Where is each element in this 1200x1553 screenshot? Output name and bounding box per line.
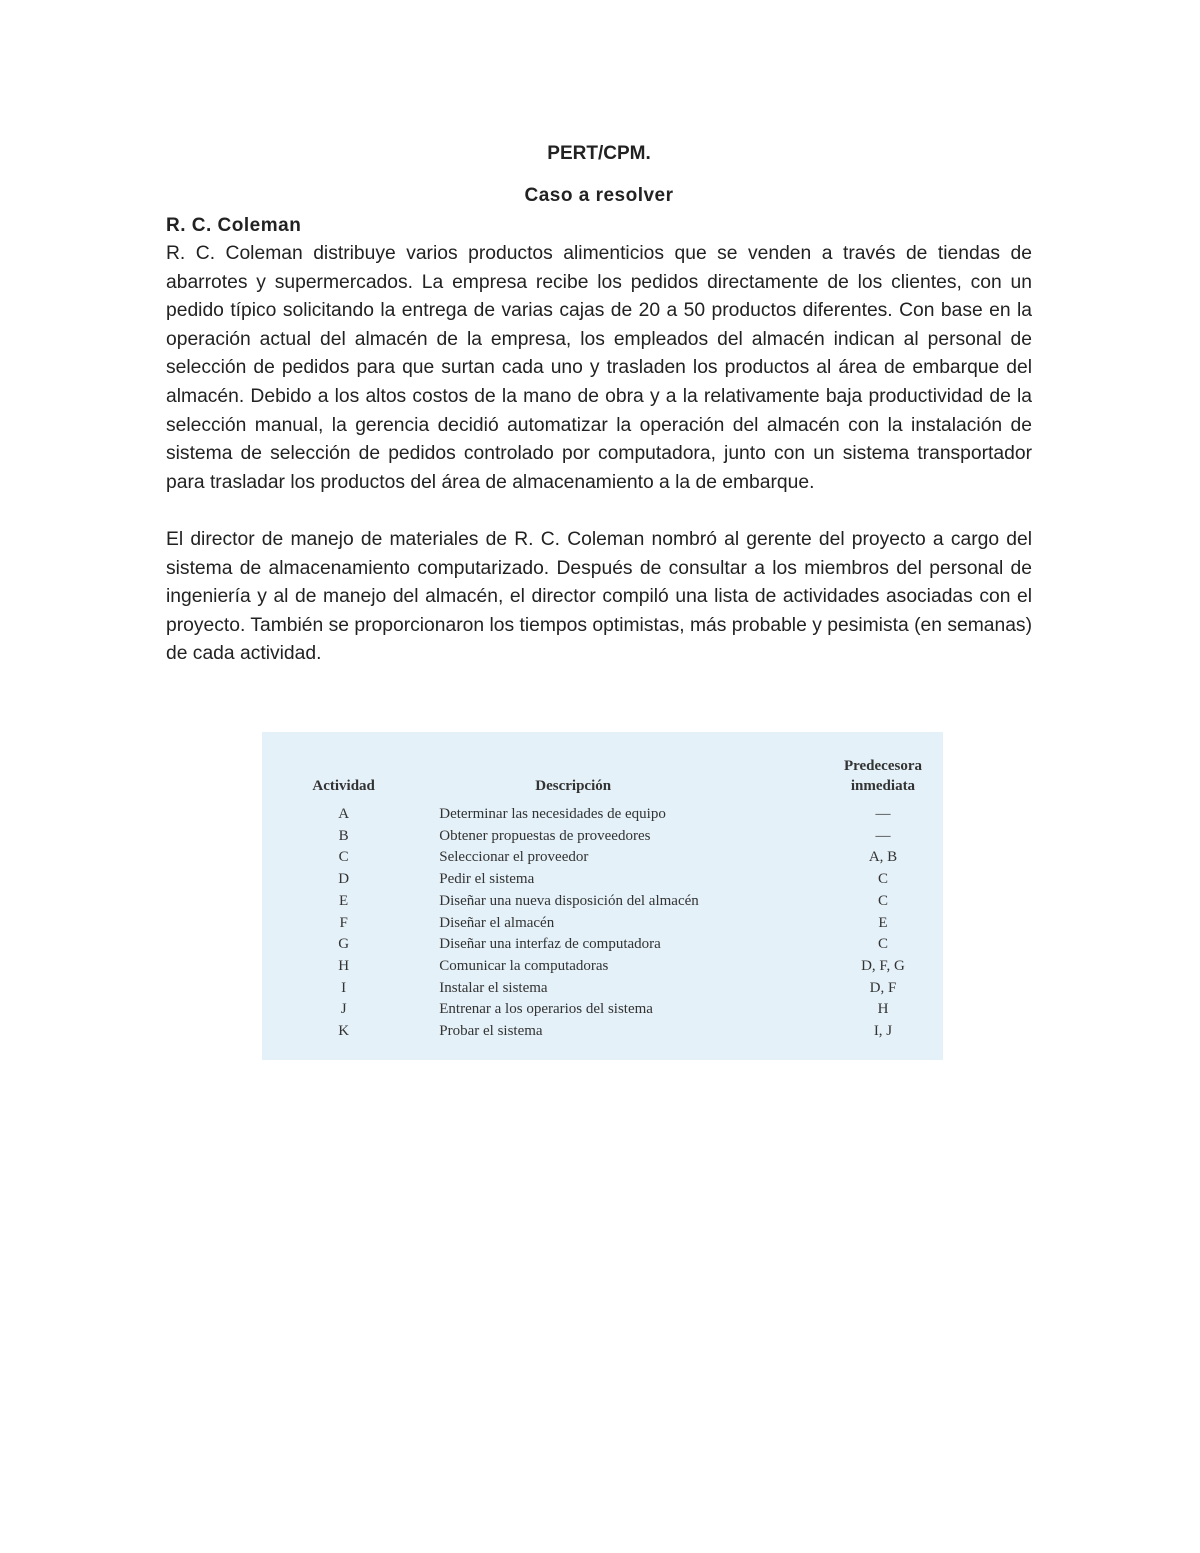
cell-activity: E xyxy=(339,892,349,909)
cell-predecessor: H xyxy=(877,1001,889,1018)
cell-activity: F xyxy=(339,914,348,931)
cell-activity: K xyxy=(338,1023,350,1040)
cell-description: Instalar el sistema xyxy=(439,979,548,996)
table-row xyxy=(292,956,922,978)
cell-description: Obtener propuestas de proveedores xyxy=(439,827,651,844)
table-row xyxy=(292,999,922,1021)
cell-description: Determinar las necesidades de equipo xyxy=(439,806,666,822)
paragraph: R. C. Coleman distribuye varios productos alimenticios que se venden a través de tiendas de abarrotes y supermercados. La empresa recibe los pedidos directamente de los clientes, con un pedido típico solicitando la entrega de varias cajas de 20 a 50 productos diferentes. Con base en la operación actual del almacén de la empresa, los empleados del almacén indican al personal de selección de pedidos para que surtan cada uno y trasladen los productos al área de embarque del almacén. Debido a los altos costos de la mano de obra y a la relativamente baja productividad de la selección manual, la gerencia decidió automatizar la operación del almacén con la instalación de sistema de selección de pedidos controlado por computadora, junto con un sistema transportador para trasladar los productos del área de almacenamiento a la de embarque. xyxy=(166,243,1032,493)
header-activity: Actividad xyxy=(312,778,375,794)
document-title: PERT/CPM. xyxy=(547,143,651,164)
table-row xyxy=(292,913,922,935)
header-predecessor-line2: inmediata xyxy=(850,778,916,794)
cell-description: Comunicar la computadoras xyxy=(439,957,609,974)
cell-description: Diseñar una interfaz de computadora xyxy=(439,936,661,953)
cell-description: Seleccionar el proveedor xyxy=(439,849,589,866)
cell-predecessor: E xyxy=(878,914,888,931)
table-row xyxy=(292,847,922,869)
cell-description: Diseñar el almacén xyxy=(439,914,555,931)
document-body xyxy=(166,140,1032,669)
cell-description: Probar el sistema xyxy=(439,1023,543,1040)
cell-predecessor: — xyxy=(875,806,891,822)
table-header-row xyxy=(292,756,922,804)
case-heading: R. C. Coleman xyxy=(166,215,302,236)
table-row xyxy=(292,1021,922,1043)
document-subtitle: Caso a resolver xyxy=(524,185,674,206)
cell-description: Entrenar a los operarios del sistema xyxy=(439,1001,653,1018)
cell-predecessor: D, F, G xyxy=(861,957,905,974)
header-predecessor xyxy=(844,756,922,804)
cell-predecessor: D, F xyxy=(869,979,897,996)
table-row xyxy=(292,934,922,956)
table-row xyxy=(292,804,922,826)
cell-activity: H xyxy=(338,957,350,974)
header-description: Descripción xyxy=(535,778,612,794)
table-row xyxy=(292,826,922,848)
cell-description: Diseñar una nueva disposición del almacén xyxy=(439,892,699,909)
cell-activity: A xyxy=(338,806,350,822)
activities-table xyxy=(292,756,922,1043)
cell-predecessor: C xyxy=(877,871,888,888)
cell-activity: B xyxy=(338,827,349,844)
cell-activity: D xyxy=(338,871,350,888)
cell-predecessor: I, J xyxy=(873,1023,893,1040)
cell-activity: C xyxy=(338,849,349,866)
table-row xyxy=(292,978,922,1000)
activities-table-image xyxy=(262,732,943,1060)
cell-predecessor: — xyxy=(875,827,891,844)
cell-predecessor: C xyxy=(877,936,888,953)
table-row xyxy=(292,891,922,913)
table-row xyxy=(292,869,922,891)
paragraph: El director de manejo de materiales de R. C. Coleman nombró al gerente del proyecto a cargo del sistema de almacenamiento computarizado. Después de consultar a los miembros del personal de ingeniería y al de manejo del almacén, el director compiló una lista de actividades asociadas con el proyecto. También se proporcionaron los tiempos optimistas, más probable y pesimista (en semanas) de cada actividad. xyxy=(166,528,1032,665)
cell-predecessor: A, B xyxy=(868,849,898,866)
cell-activity: I xyxy=(341,979,347,996)
cell-activity: J xyxy=(340,1001,347,1018)
cell-predecessor: C xyxy=(877,892,888,909)
cell-activity: G xyxy=(338,936,350,953)
header-predecessor-line1: Predecesora xyxy=(843,758,922,774)
cell-description: Pedir el sistema xyxy=(439,871,535,888)
